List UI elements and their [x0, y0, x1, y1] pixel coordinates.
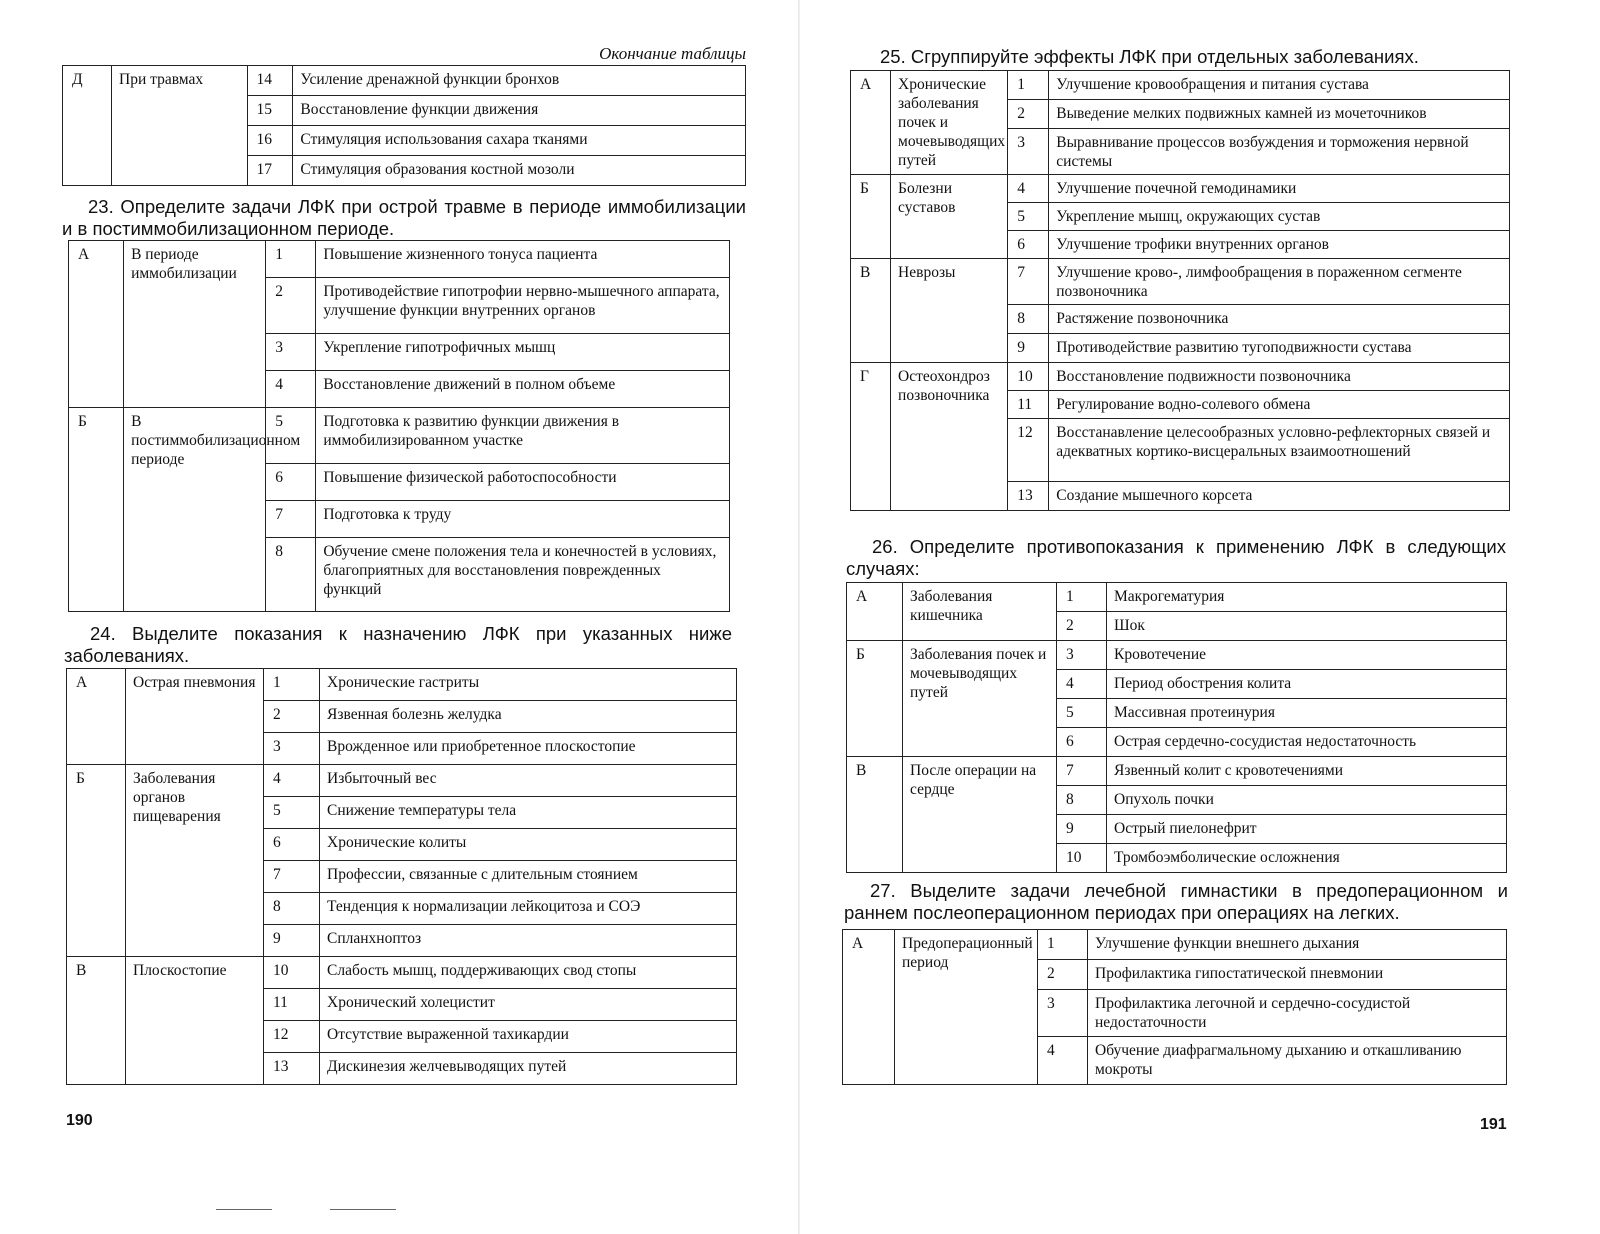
item-number: 15 [247, 96, 293, 126]
item-text: Хронические колиты [320, 829, 737, 861]
item-number: 8 [264, 893, 320, 925]
group-letter: Д [63, 66, 112, 186]
item-number: 2 [264, 701, 320, 733]
item-number: 3 [1038, 990, 1088, 1037]
item-number: 13 [1008, 482, 1049, 511]
item-text: Противодействие гипотрофии нервно-мышечного аппарата, улучшение функции внутренних органов [316, 278, 730, 334]
item-number: 3 [1057, 641, 1107, 670]
table-continued [62, 65, 746, 186]
item-text: Врожденное или приобретенное плоскостопие [320, 733, 737, 765]
item-number: 11 [1008, 391, 1049, 419]
item-number: 6 [1008, 231, 1049, 259]
item-text: Улучшение кровообращения и питания сустава [1049, 71, 1510, 100]
item-text: Восстанавление целесообразных условно-рефлекторных связей и адекватных кортико-висцеральных взаимоотношений [1049, 419, 1510, 482]
item-number: 14 [247, 66, 293, 96]
group-label: Заболевания органов пищеварения [126, 765, 264, 957]
item-number: 7 [1008, 259, 1049, 305]
item-text: Улучшение трофики внутренних органов [1049, 231, 1510, 259]
item-number: 4 [1008, 175, 1049, 203]
group-label: В постиммобилизационном периоде [124, 408, 266, 612]
item-number: 2 [1057, 612, 1107, 641]
item-number: 7 [266, 501, 316, 538]
item-text: Регулирование водно-солевого обмена [1049, 391, 1510, 419]
item-text: Макрогематурия [1107, 583, 1507, 612]
item-text: Кровотечение [1107, 641, 1507, 670]
item-text: Повышение жизненного тонуса пациента [316, 241, 730, 278]
item-number: 3 [1008, 129, 1049, 175]
table-row [69, 241, 730, 278]
group-label: При травмах [112, 66, 248, 186]
item-number: 1 [1008, 71, 1049, 100]
item-number: 12 [1008, 419, 1049, 482]
group-label: Остеохондроз позвоночника [891, 363, 1008, 511]
item-number: 9 [1057, 815, 1107, 844]
task-24-table [66, 668, 737, 1085]
item-text: Повышение физической работоспособности [316, 464, 730, 501]
item-text: Период обострения колита [1107, 670, 1507, 699]
item-text: Хронический холецистит [320, 989, 737, 1021]
item-number: 3 [266, 334, 316, 371]
group-letter: В [847, 757, 903, 873]
item-text: Дискинезия желчевыводящих путей [320, 1053, 737, 1085]
item-text: Тромбоэмболические осложнения [1107, 844, 1507, 873]
item-text: Укрепление мышц, окружающих сустав [1049, 203, 1510, 231]
group-letter: А [843, 930, 895, 1085]
item-text: Опухоль почки [1107, 786, 1507, 815]
item-number: 1 [266, 241, 316, 278]
item-text: Хронические гастриты [320, 669, 737, 701]
item-number: 4 [264, 765, 320, 797]
table-row [847, 757, 1507, 786]
item-text: Восстановление функции движения [293, 96, 746, 126]
group-letter: А [847, 583, 903, 641]
item-number: 1 [264, 669, 320, 701]
item-number: 5 [1008, 203, 1049, 231]
item-text: Язвенный колит с кровотечениями [1107, 757, 1507, 786]
group-letter: Б [847, 641, 903, 757]
item-text: Восстановление подвижности позвоночника [1049, 363, 1510, 391]
group-label: Плоскостопие [126, 957, 264, 1085]
group-label: Хронические заболевания почек и мочевыводящих путей [891, 71, 1008, 175]
footer-rule [330, 1209, 396, 1210]
item-number: 5 [266, 408, 316, 464]
table-row [63, 66, 746, 96]
item-text: Язвенная болезнь желудка [320, 701, 737, 733]
item-text: Улучшение почечной гемодинамики [1049, 175, 1510, 203]
table-row [847, 583, 1507, 612]
item-number: 7 [264, 861, 320, 893]
item-text: Улучшение крово-, лимфообращения в пораженном сегменте позвоночника [1049, 259, 1510, 305]
item-number: 10 [1057, 844, 1107, 873]
group-letter: В [67, 957, 126, 1085]
group-label: Неврозы [891, 259, 1008, 363]
item-number: 8 [1057, 786, 1107, 815]
item-number: 9 [264, 925, 320, 957]
book-spine [798, 0, 800, 1234]
group-label: В периоде иммобилизации [124, 241, 266, 408]
table-row [851, 363, 1510, 391]
item-text: Укрепление гипотрофичных мышц [316, 334, 730, 371]
task-25-table [850, 70, 1510, 511]
group-label: Болезни суставов [891, 175, 1008, 259]
item-text: Шок [1107, 612, 1507, 641]
item-text: Острая сердечно-сосудистая недостаточность [1107, 728, 1507, 757]
item-text: Подготовка к труду [316, 501, 730, 538]
item-number: 11 [264, 989, 320, 1021]
item-text: Обучение диафрагмальному дыханию и откашливанию мокроты [1088, 1037, 1507, 1085]
table-row [67, 957, 737, 989]
item-text: Острый пиелонефрит [1107, 815, 1507, 844]
item-text: Избыточный вес [320, 765, 737, 797]
page-number-right: 191 [1480, 1116, 1507, 1133]
table-row [843, 930, 1507, 960]
item-text: Создание мышечного корсета [1049, 482, 1510, 511]
item-text: Профессии, связанные с длительным стоянием [320, 861, 737, 893]
group-label: Заболевания почек и мочевыводящих путей [903, 641, 1057, 757]
task-25-text: 25. Сгруппируйте эффекты ЛФК при отдельных заболеваниях. [880, 46, 1419, 67]
item-text: Тенденция к нормализации лейкоцитоза и СОЭ [320, 893, 737, 925]
item-text: Стимуляция использования сахара тканями [293, 126, 746, 156]
item-number: 10 [1008, 363, 1049, 391]
group-label: Заболевания кишечника [903, 583, 1057, 641]
item-number: 4 [1038, 1037, 1088, 1085]
table-row [851, 259, 1510, 305]
table-row [847, 641, 1507, 670]
item-number: 5 [264, 797, 320, 829]
item-number: 1 [1038, 930, 1088, 960]
item-text: Подготовка к развитию функции движения в иммобилизированном участке [316, 408, 730, 464]
item-text: Слабость мышц, поддерживающих свод стопы [320, 957, 737, 989]
item-text: Восстановление движений в полном объеме [316, 371, 730, 408]
table-row [851, 175, 1510, 203]
item-text: Профилактика легочной и сердечно-сосудистой недостаточности [1088, 990, 1507, 1037]
group-letter: Г [851, 363, 891, 511]
item-number: 9 [1008, 334, 1049, 363]
group-letter: В [851, 259, 891, 363]
task-24-text: 24. Выделите показания к назначению ЛФК при указанных ниже заболеваниях. [64, 623, 732, 666]
page-right [844, 0, 1540, 1234]
item-number: 8 [266, 538, 316, 612]
table-row [67, 765, 737, 797]
item-number: 8 [1008, 305, 1049, 334]
task-23-table [68, 240, 730, 612]
item-number: 10 [264, 957, 320, 989]
item-number: 6 [266, 464, 316, 501]
item-number: 3 [264, 733, 320, 765]
item-text: Массивная протеинурия [1107, 699, 1507, 728]
group-letter: Б [851, 175, 891, 259]
table-row [67, 669, 737, 701]
group-label: После операции на сердце [903, 757, 1057, 873]
group-letter: А [69, 241, 124, 408]
table-row [851, 71, 1510, 100]
item-text: Растяжение позвоночника [1049, 305, 1510, 334]
task-27-table [842, 929, 1507, 1085]
item-text: Профилактика гипостатической пневмонии [1088, 960, 1507, 990]
item-number: 7 [1057, 757, 1107, 786]
item-text: Стимуляция образования костной мозоли [293, 156, 746, 186]
item-number: 17 [247, 156, 293, 186]
page-left [62, 0, 746, 1234]
item-number: 13 [264, 1053, 320, 1085]
item-text: Улучшение функции внешнего дыхания [1088, 930, 1507, 960]
group-letter: Б [69, 408, 124, 612]
group-letter: Б [67, 765, 126, 957]
task-26-text: 26. Определите противопоказания к применению ЛФК в следующих случаях: [846, 536, 1506, 579]
item-number: 6 [264, 829, 320, 861]
task-27-text: 27. Выделите задачи лечебной гимнастики в предоперационном и раннем послеоперационном периодах при операциях на легких. [844, 880, 1508, 923]
item-number: 5 [1057, 699, 1107, 728]
task-26-table [846, 582, 1507, 873]
task-23-text: 23. Определите задачи ЛФК при острой травме в периоде иммобилизации и в постиммобилизационном периоде. [62, 196, 746, 239]
item-number: 1 [1057, 583, 1107, 612]
item-text: Усиление дренажной функции бронхов [293, 66, 746, 96]
item-text: Спланхноптоз [320, 925, 737, 957]
item-number: 6 [1057, 728, 1107, 757]
item-text: Выведение мелких подвижных камней из мочеточников [1049, 100, 1510, 129]
item-number: 2 [1038, 960, 1088, 990]
table-continuation-caption: Окончание таблицы [599, 44, 746, 63]
item-number: 16 [247, 126, 293, 156]
item-text: Снижение температуры тела [320, 797, 737, 829]
item-number: 4 [1057, 670, 1107, 699]
table-row [69, 408, 730, 464]
item-text: Противодействие развитию тугоподвижности сустава [1049, 334, 1510, 363]
footer-rule [216, 1209, 272, 1210]
item-number: 12 [264, 1021, 320, 1053]
group-letter: А [851, 71, 891, 175]
group-letter: А [67, 669, 126, 765]
page-number-left: 190 [66, 1112, 93, 1129]
item-text: Отсутствие выраженной тахикардии [320, 1021, 737, 1053]
item-text: Выравнивание процессов возбуждения и торможения нервной системы [1049, 129, 1510, 175]
item-number: 2 [266, 278, 316, 334]
item-number: 2 [1008, 100, 1049, 129]
group-label: Острая пневмония [126, 669, 264, 765]
group-label: Предоперационный период [895, 930, 1038, 1085]
item-number: 4 [266, 371, 316, 408]
item-text: Обучение смене положения тела и конечностей в условиях, благоприятных для восстановления поврежденных функций [316, 538, 730, 612]
